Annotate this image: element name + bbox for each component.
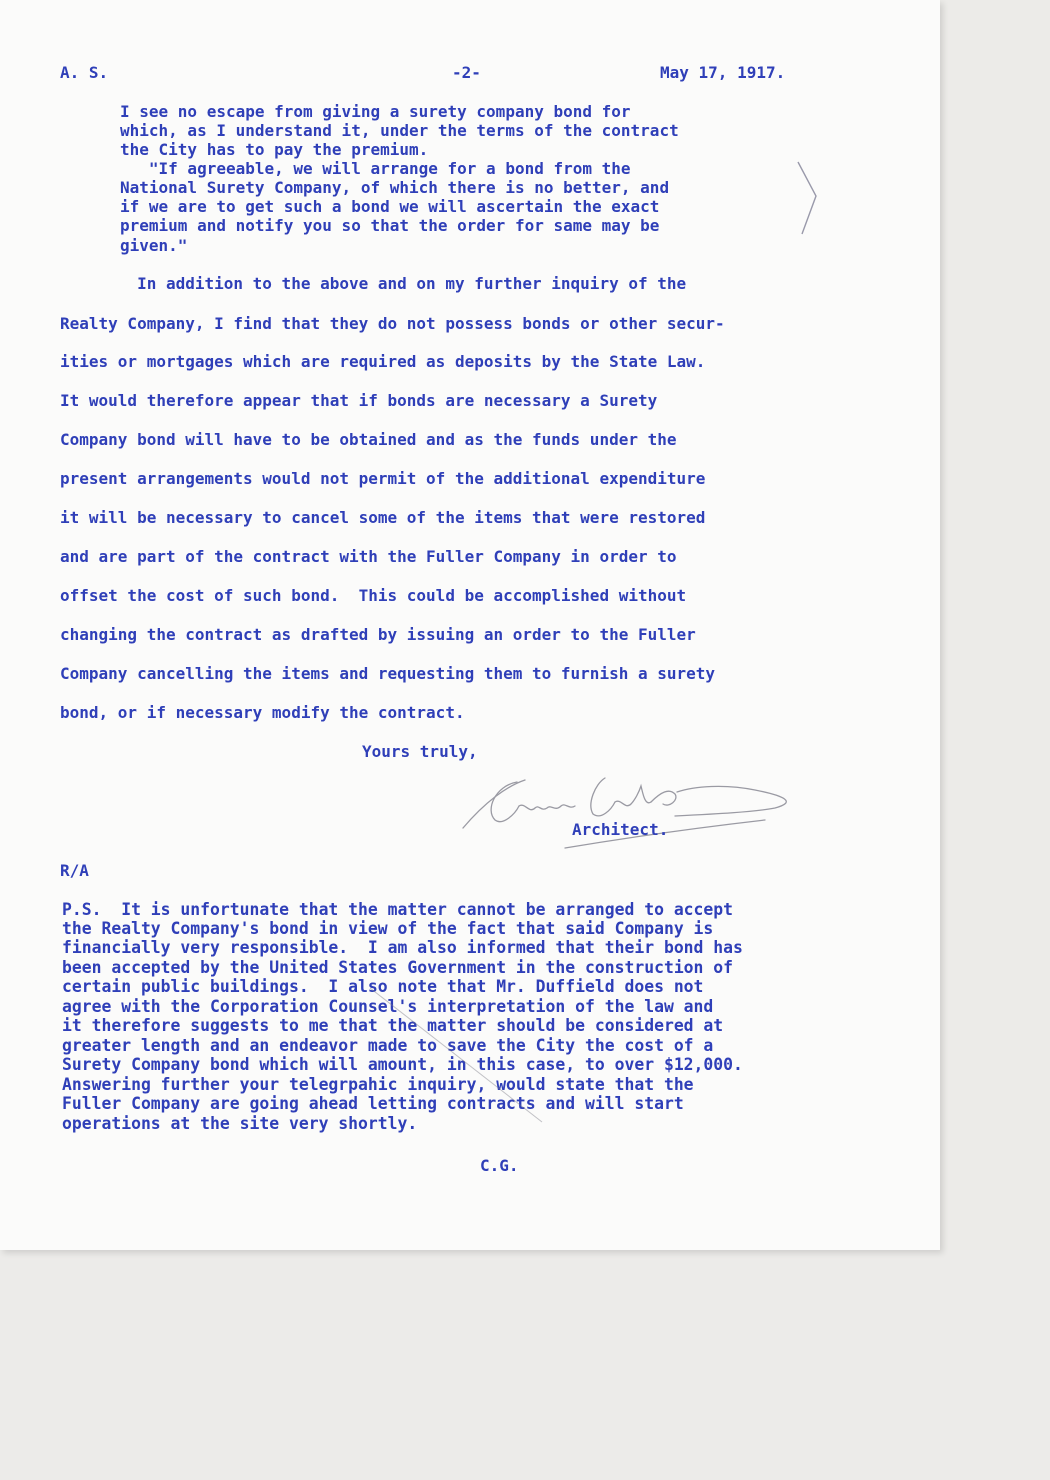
body-line: ities or mortgages which are required as deposits by the State Law.: [60, 352, 706, 371]
letter-date: May 17, 1917.: [660, 63, 786, 82]
ps-line: Fuller Company are going ahead letting contracts and will start: [62, 1094, 684, 1113]
body-line: In addition to the above and on my further inquiry of the: [60, 274, 687, 293]
pencil-check-mark: [368, 978, 558, 1128]
ps-initials: C.G.: [480, 1156, 519, 1175]
ps-line: the Realty Company's bond in view of the fact that said Company is: [62, 919, 714, 938]
body-line: it will be necessary to cancel some of the items that were restored: [60, 508, 706, 527]
body-line: present arrangements would not permit of the additional expenditure: [60, 469, 706, 488]
signature-title: Architect.: [572, 820, 669, 839]
quote-line: "If agreeable, we will arrange for a bond from the: [120, 159, 631, 178]
quote-line: premium and notify you so that the order for same may be: [120, 216, 660, 235]
ps-line: financially very responsible. I am also informed that their bond has: [62, 938, 743, 957]
ps-line: agree with the Corporation Counsel's interpretation of the law and: [62, 997, 714, 1016]
body-line: Company bond will have to be obtained and as the funds under the: [60, 430, 677, 449]
handwritten-signature: [455, 762, 805, 858]
body-line: It would therefore appear that if bonds are necessary a Surety: [60, 391, 658, 410]
margin-bracket-mark: [792, 158, 822, 238]
quote-line: given.": [120, 236, 188, 255]
ps-line: greater length and an endeavor made to save the City the cost of a: [62, 1036, 714, 1055]
quote-line: National Surety Company, of which there is no better, and: [120, 178, 670, 197]
body-line: Realty Company, I find that they do not possess bonds or other secur-: [60, 314, 725, 333]
ps-line: Answering further your telegrpahic inquiry, would state that the: [62, 1075, 694, 1094]
body-line: and are part of the contract with the Fuller Company in order to: [60, 547, 677, 566]
backdrop: [0, 1250, 1050, 1480]
body-line: changing the contract as drafted by issuing an order to the Fuller: [60, 625, 696, 644]
ps-line: P.S. It is unfortunate that the matter cannot be arranged to accept: [62, 900, 734, 919]
quote-line: I see no escape from giving a surety company bond for: [120, 102, 631, 121]
ps-line: operations at the site very shortly.: [62, 1114, 418, 1133]
body-line: bond, or if necessary modify the contract.: [60, 703, 465, 722]
body-line: Company cancelling the items and requesting them to furnish a surety: [60, 664, 716, 683]
quote-line: if we are to get such a bond we will ascertain the exact: [120, 197, 660, 216]
quote-line: the City has to pay the premium.: [120, 140, 429, 159]
body-line: offset the cost of such bond. This could be accomplished without: [60, 586, 687, 605]
ps-line: it therefore suggests to me that the matter should be considered at: [62, 1016, 724, 1035]
closing: Yours truly,: [362, 742, 478, 761]
ps-line: Surety Company bond which will amount, in this case, to over $12,000.: [62, 1055, 743, 1074]
page-number: -2-: [452, 63, 481, 82]
ps-line: been accepted by the United States Government in the construction of: [62, 958, 734, 977]
ps-line: certain public buildings. I also note that Mr. Duffield does not: [62, 977, 704, 996]
header-initials: A. S.: [60, 63, 109, 82]
reference-initials: R/A: [60, 861, 89, 880]
quote-line: which, as I understand it, under the terms of the contract: [120, 121, 679, 140]
